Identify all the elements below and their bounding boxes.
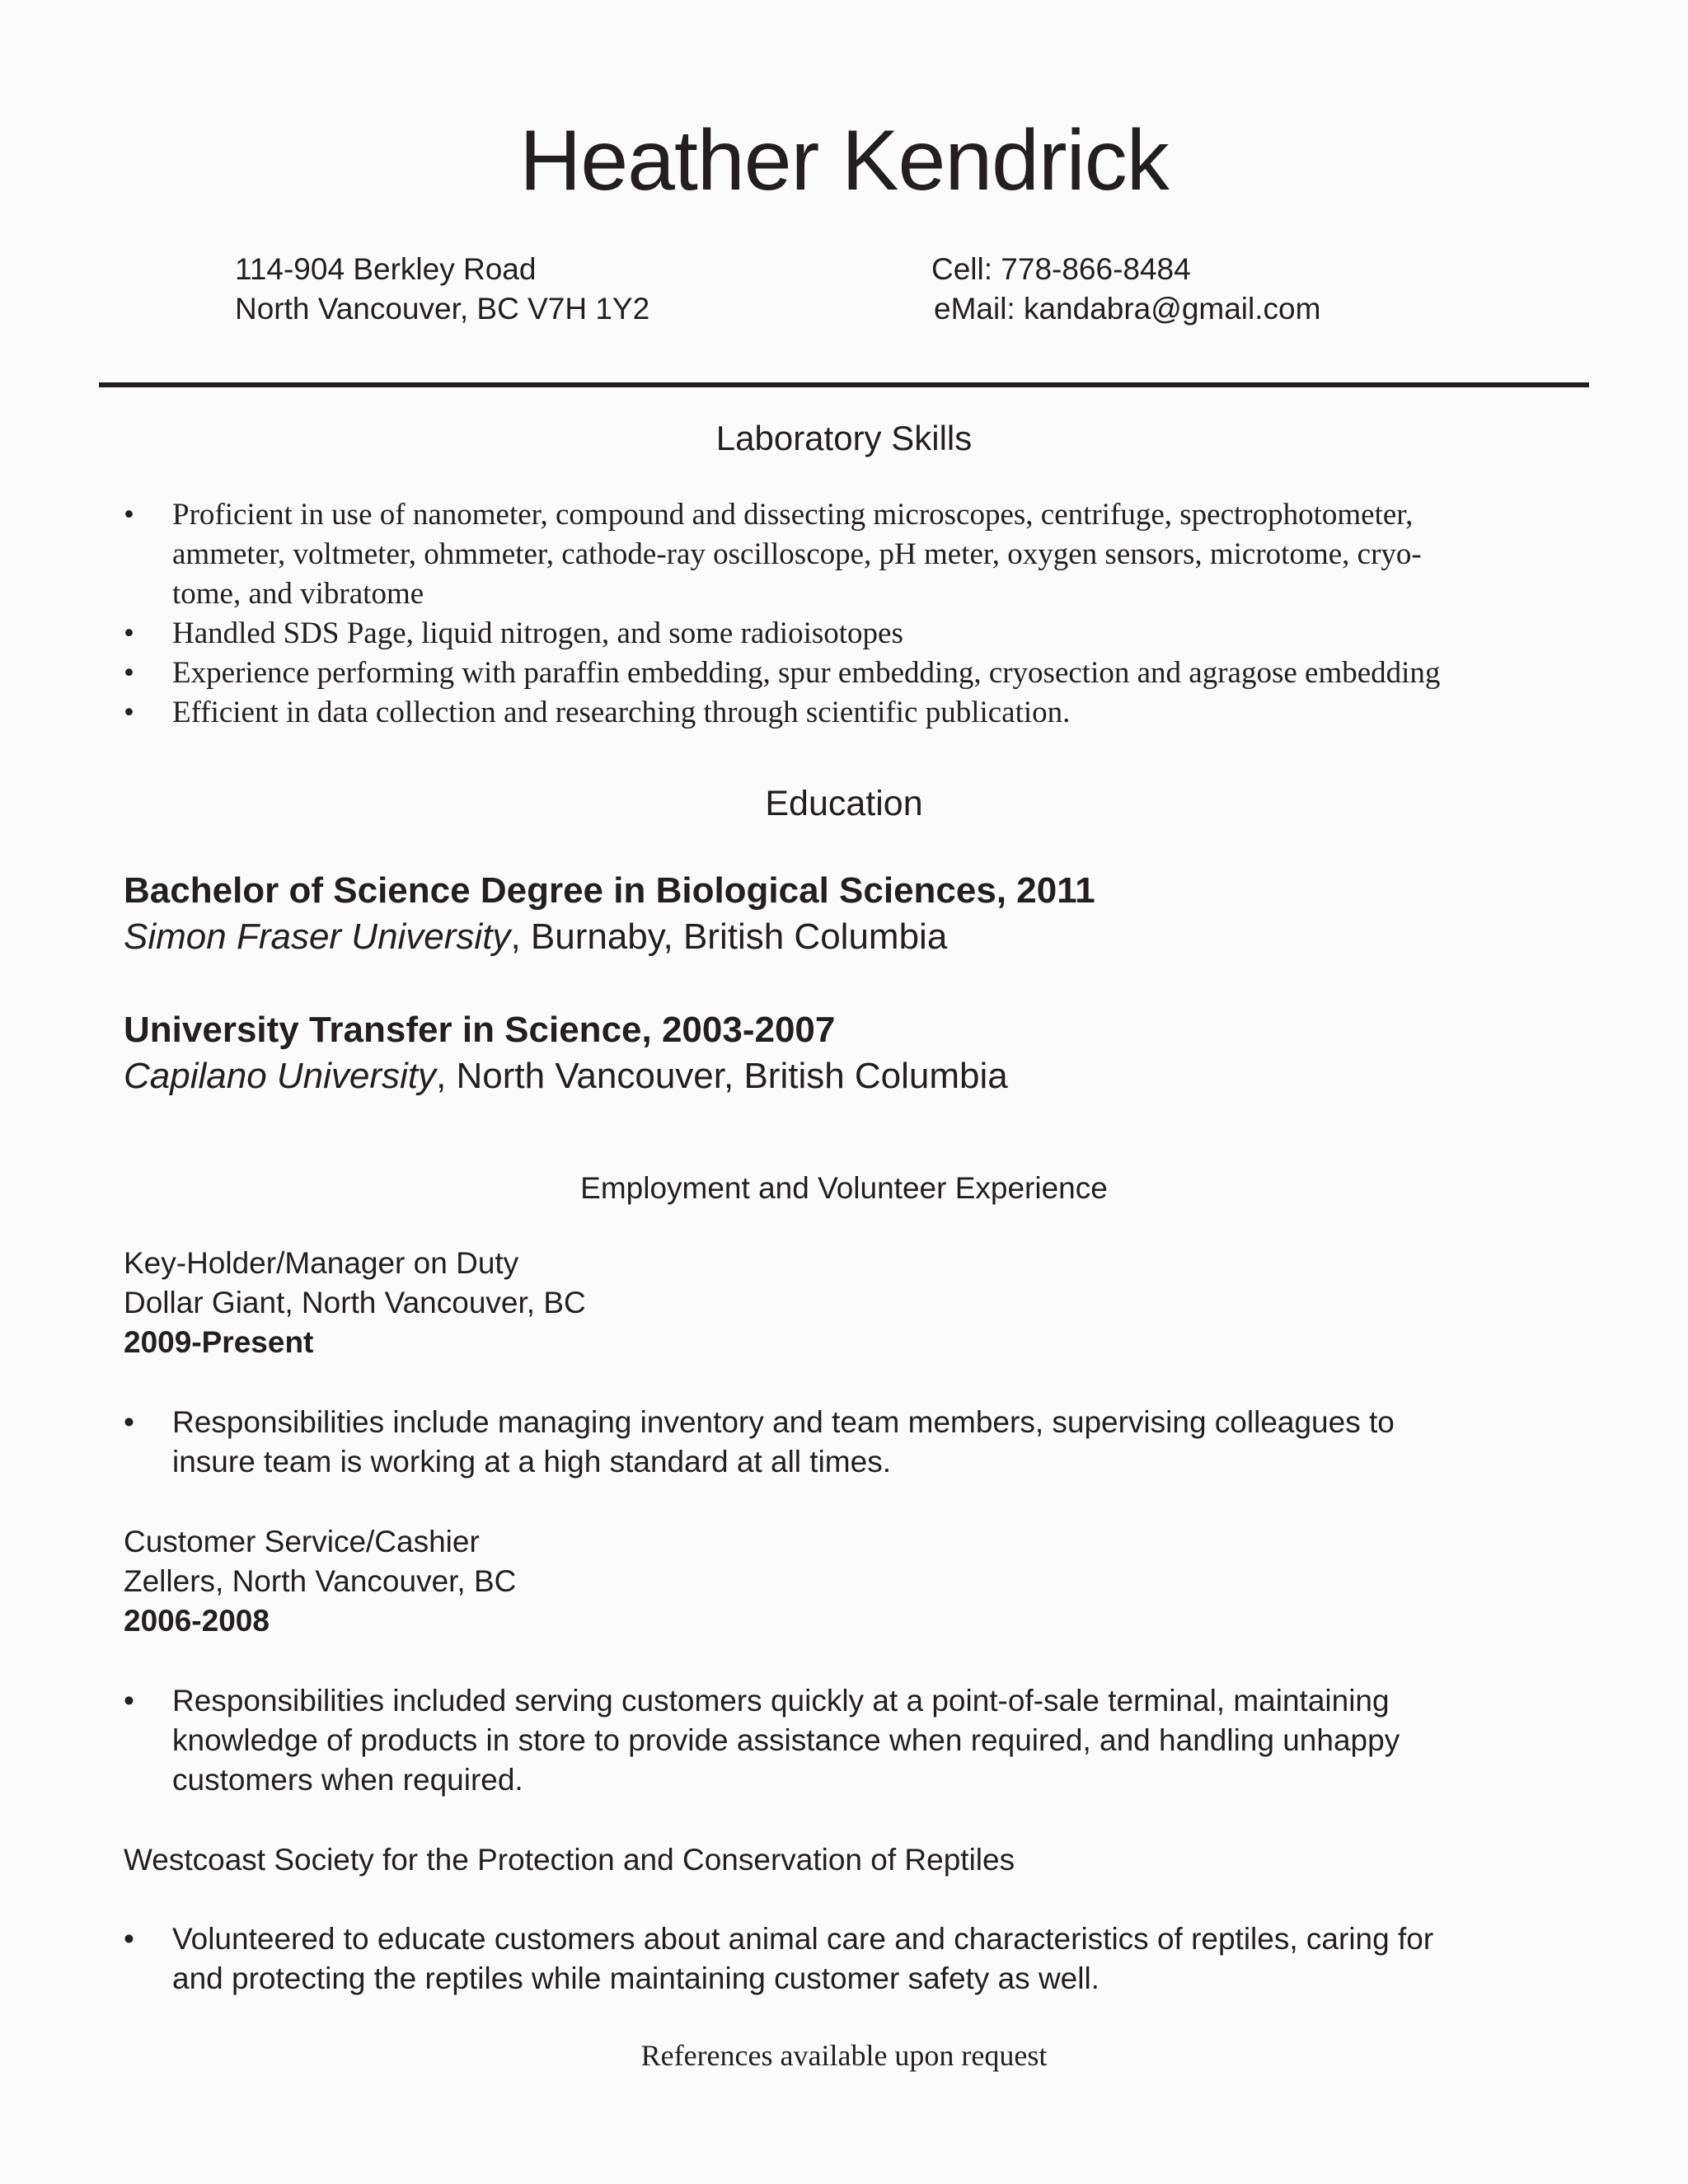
bullet-icon: • <box>124 656 134 690</box>
bullet-icon: • <box>124 616 134 650</box>
address-line-1: 114-904 Berkley Road <box>235 252 537 286</box>
education-entry <box>124 1007 1008 1099</box>
degree-institution <box>124 914 1095 960</box>
resume-name: Heather Kendrick <box>519 113 1169 209</box>
bullet-icon: • <box>124 1922 134 1956</box>
job-responsibilities <box>124 1919 1566 1999</box>
job-role: Customer Service/Cashier <box>124 1525 480 1558</box>
section-heading-lab-skills: Laboratory Skills <box>715 419 973 457</box>
job-employer: Zellers, North Vancouver, BC <box>124 1564 517 1598</box>
list-item <box>124 1403 1566 1482</box>
list-item-text: insure team is working at a high standard at all times. <box>172 1445 891 1479</box>
list-item <box>124 495 1566 614</box>
list-item-text: and protecting the reptiles while maintaining customer safety as well. <box>172 1961 1100 1995</box>
bullet-icon: • <box>124 498 134 532</box>
list-item-text: tome, and vibratome <box>172 577 424 611</box>
job-role: Key-Holder/Manager on Duty <box>124 1246 519 1280</box>
bullet-icon: • <box>124 1405 134 1439</box>
list-item <box>124 1681 1566 1800</box>
list-item <box>124 693 1566 733</box>
lab-skills-list <box>124 495 1566 733</box>
header-divider <box>99 382 1589 387</box>
address-line-2: North Vancouver, BC V7H 1Y2 <box>235 292 650 326</box>
list-item-text: Handled SDS Page, liquid nitrogen, and some radioisotopes <box>172 616 903 650</box>
email-address: eMail: kandabra@gmail.com <box>934 292 1321 326</box>
school-location: , Burnaby, British Columbia <box>510 916 948 957</box>
list-item-text: ammeter, voltmeter, ohmmeter, cathode-ray oscilloscope, pH meter, oxygen sensors, microtome, cryo- <box>172 537 1422 571</box>
bullet-icon: • <box>124 1684 134 1718</box>
school-name: Capilano University <box>124 1056 437 1096</box>
list-item-text: Volunteered to educate customers about animal care and characteristics of reptiles, caring for <box>172 1922 1434 1956</box>
references-note: References available upon request <box>640 2039 1048 2072</box>
job-responsibilities <box>124 1681 1566 1800</box>
job-employer: Dollar Giant, North Vancouver, BC <box>124 1286 586 1319</box>
job-dates: 2006-2008 <box>124 1604 270 1638</box>
list-item-text: customers when required. <box>172 1763 523 1797</box>
section-heading-employment: Employment and Volunteer Experience <box>580 1171 1108 1205</box>
list-item <box>124 654 1566 693</box>
degree-title: University Transfer in Science, 2003-2007 <box>124 1010 836 1050</box>
phone-number: Cell: 778-866-8484 <box>931 252 1191 286</box>
list-item-text: Experience performing with paraffin embedding, spur embedding, cryosection and agragose embedding <box>172 656 1441 690</box>
job-entry <box>124 1244 586 1362</box>
list-item-text: Proficient in use of nanometer, compound and dissecting microscopes, centrifuge, spectrophotometer, <box>172 498 1414 532</box>
degree-title: Bachelor of Science Degree in Biological Sciences, 2011 <box>124 870 1095 911</box>
education-entry <box>124 868 1095 960</box>
degree-institution <box>124 1053 1008 1099</box>
school-name: Simon Fraser University <box>124 916 511 957</box>
job-responsibilities <box>124 1403 1566 1482</box>
job-entry <box>124 1522 516 1641</box>
bullet-icon: • <box>124 696 134 729</box>
school-location: , North Vancouver, British Columbia <box>436 1056 1008 1096</box>
list-item <box>124 614 1566 654</box>
job-role: Westcoast Society for the Protection and Conservation of Reptiles <box>124 1843 1015 1877</box>
job-entry <box>124 1840 1015 1880</box>
list-item-text: Responsibilities include managing inventory and team members, supervising colleagues to <box>172 1405 1395 1439</box>
section-heading-education: Education <box>765 784 923 823</box>
list-item <box>124 1919 1566 1999</box>
job-dates: 2009-Present <box>124 1325 314 1359</box>
list-item-text: knowledge of products in store to provide assistance when required, and handling unhappy <box>172 1723 1400 1757</box>
list-item-text: Efficient in data collection and researching through scientific publication. <box>172 696 1071 729</box>
list-item-text: Responsibilities included serving customers quickly at a point-of-sale terminal, maintaining <box>172 1684 1390 1718</box>
